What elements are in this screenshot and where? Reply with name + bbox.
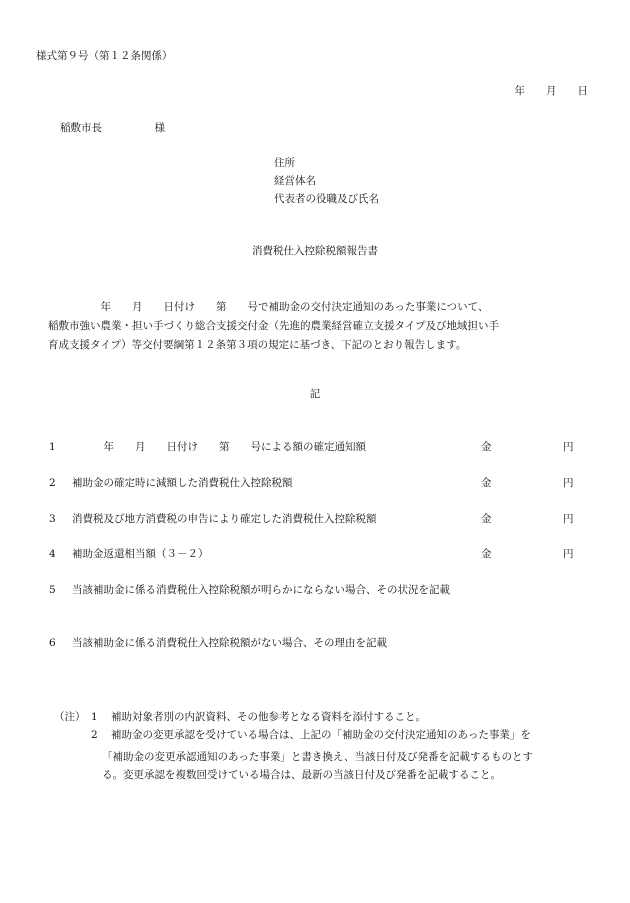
form-label: 様式第９号（第１２条関係） <box>36 50 173 62</box>
amount-prefix: 金 <box>481 477 492 489</box>
item-text: 補助金返還相当額（３－２） <box>72 548 209 560</box>
amount-prefix: 金 <box>481 441 492 453</box>
addressee: 稲敷市長 様 <box>60 122 165 134</box>
item-number: 4 <box>49 548 56 560</box>
note-line: 「補助金の変更承認通知のあった事業」と書き換え、当該日付及び発番を記載するものとす <box>102 751 534 763</box>
sender-address-label: 住所 <box>274 157 295 169</box>
item-number: 5 <box>49 584 56 596</box>
notes-label: （注） <box>54 711 86 723</box>
amount-unit: 円 <box>563 441 574 453</box>
amount-unit: 円 <box>563 513 574 525</box>
date-line: 年 月 日 <box>514 85 588 97</box>
intro-line: 稲敷市強い農業・担い手づくり総合支援交付金（先進的農業経営確立支援タイプ及び地域担い手 <box>48 320 499 332</box>
item-text: 補助金の確定時に減額した消費税仕入控除税額 <box>72 477 293 489</box>
note-text: 補助金の変更承認を受けている場合は、上記の「補助金の交付決定通知のあった事業」を <box>111 729 531 741</box>
amount-unit: 円 <box>563 548 574 560</box>
sender-representative-label: 代表者の役職及び氏名 <box>274 193 379 205</box>
item-text: 当該補助金に係る消費税仕入控除税額が明らかにならない場合、その状況を記載 <box>72 584 450 596</box>
item-text: 年 月 日付け 第 号による額の確定通知額 <box>72 441 366 453</box>
amount-prefix: 金 <box>481 548 492 560</box>
item-number: 2 <box>49 477 56 489</box>
amount-prefix: 金 <box>481 513 492 525</box>
item-text: 消費税及び地方消費税の申告により確定した消費税仕入控除税額 <box>72 513 377 525</box>
sender-business-label: 経営体名 <box>274 175 316 187</box>
intro-paragraph <box>48 298 593 355</box>
amount-unit: 円 <box>563 477 574 489</box>
document-title: 消費税仕入控除税額報告書 <box>252 245 378 257</box>
note-line: る。変更承認を複数回受けている場合は、最新の当該日付及び発番を記載すること。 <box>102 769 501 781</box>
note-number: 1 <box>91 711 98 723</box>
item-text: 当該補助金に係る消費税仕入控除税額がない場合、その理由を記載 <box>72 637 387 649</box>
intro-line: 育成支援タイプ）等交付要綱第１２条第３項の規定に基づき、下記のとおり報告します。 <box>48 339 467 351</box>
item-number: 6 <box>49 637 56 649</box>
note-text: 補助対象者別の内訳資料、その他参考となる資料を添付すること。 <box>111 711 426 723</box>
intro-line: 年 月 日付け 第 号で補助金の交付決定通知のあった事業について、 <box>48 301 489 313</box>
item-number: 1 <box>49 441 56 453</box>
item-number: 3 <box>49 513 56 525</box>
note-number: 2 <box>91 729 98 741</box>
record-heading: 記 <box>309 388 321 400</box>
note-continuation <box>102 748 594 784</box>
